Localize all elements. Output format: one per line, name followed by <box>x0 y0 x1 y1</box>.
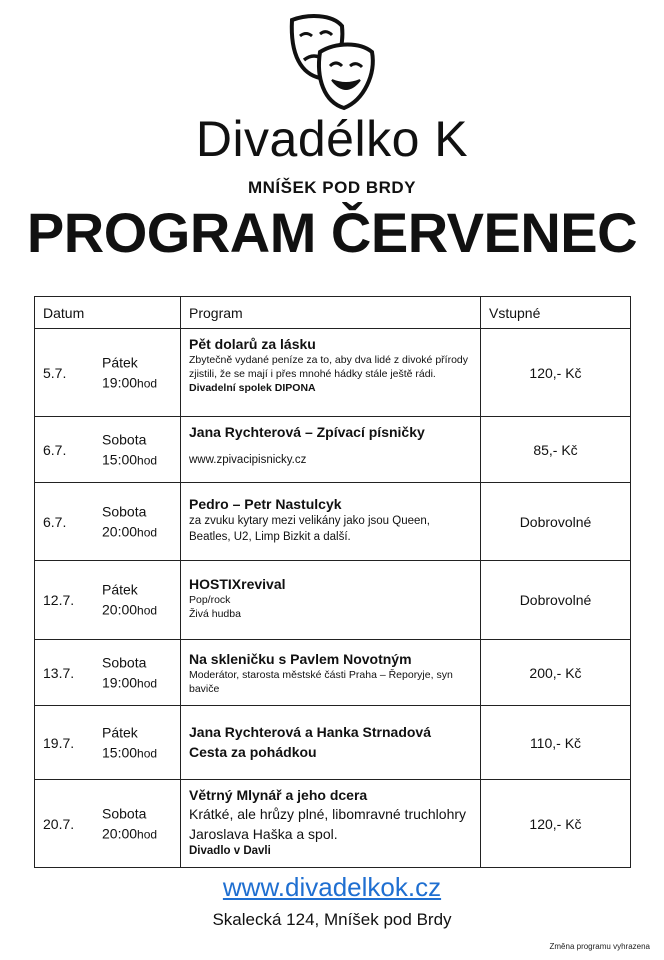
event-date: 13.7. <box>43 664 75 681</box>
event-date: 5.7. <box>43 364 67 381</box>
event-time: 20:00 <box>102 523 138 539</box>
hod-suffix: hod <box>137 603 158 618</box>
event-price: 120,- Kč <box>481 329 631 417</box>
event-date: 12.7. <box>43 592 75 608</box>
hod-suffix: hod <box>137 746 158 760</box>
date-cell <box>35 706 181 780</box>
website-link[interactable]: www.divadelkok.cz <box>222 872 442 902</box>
table-row <box>35 417 631 483</box>
event-group: Divadelní spolek DIPONA <box>189 382 316 394</box>
program-cell <box>181 640 481 706</box>
event-title: Pět dolarů za lásku <box>189 336 316 352</box>
event-genre: Pop/rock <box>189 594 231 606</box>
event-price: 200,- Kč <box>481 640 631 706</box>
event-time: 20:00 <box>102 825 138 841</box>
event-title: HOSTIXrevival <box>189 576 286 592</box>
event-price: 85,- Kč <box>481 417 631 483</box>
event-description: Živá hudba <box>189 608 241 620</box>
date-cell <box>35 483 181 561</box>
event-time: 19:00 <box>102 374 138 390</box>
event-time: 20:00 <box>102 601 138 618</box>
hod-suffix: hod <box>137 827 158 841</box>
event-subtitle: Cesta za pohádkou <box>189 744 317 760</box>
event-date: 6.7. <box>43 441 67 458</box>
table-row <box>35 329 631 417</box>
event-group: Divadlo v Davli <box>189 845 271 857</box>
date-cell <box>35 780 181 868</box>
event-day: Pátek <box>102 724 138 740</box>
program-cell <box>181 561 481 640</box>
header-vstupne: Vstupné <box>481 297 631 329</box>
date-cell <box>35 561 181 640</box>
table-row <box>35 561 631 640</box>
event-price: Dobrovolné <box>481 561 631 640</box>
event-date: 20.7. <box>43 815 75 832</box>
program-cell <box>181 706 481 780</box>
header-program: Program <box>181 297 481 329</box>
hod-suffix: hod <box>137 376 158 390</box>
event-description: Moderátor, starosta městské části Praha – Řeporyje, syn baviče <box>189 669 453 695</box>
event-day: Pátek <box>102 581 138 598</box>
event-price: 120,- Kč <box>481 780 631 868</box>
event-time: 15:00 <box>102 451 138 467</box>
brand-title: Divadélko K <box>195 111 469 167</box>
theatre-masks-icon <box>280 12 380 112</box>
date-cell <box>35 640 181 706</box>
page-title: PROGRAM ČERVENEC <box>26 201 638 264</box>
event-title: Jana Rychterová a Hanka Strnadová <box>189 724 431 740</box>
hod-suffix: hod <box>137 676 158 690</box>
event-time: 15:00 <box>102 744 138 760</box>
program-cell <box>181 483 481 561</box>
event-title: Pedro – Petr Nastulcyk <box>189 496 342 512</box>
hod-suffix: hod <box>137 453 158 467</box>
date-cell <box>35 329 181 417</box>
event-day: Pátek <box>102 354 138 370</box>
event-day: Sobota <box>102 805 147 821</box>
event-date: 6.7. <box>43 513 67 530</box>
hod-suffix: hod <box>137 525 158 539</box>
event-title: Větrný Mlynář a jeho dcera <box>189 787 368 803</box>
event-time: 19:00 <box>102 674 138 690</box>
program-cell <box>181 329 481 417</box>
event-description: za zvuku kytary mezi velikány jako jsou Queen, Beatles, U2, Limp Bizkit a další. <box>189 515 430 543</box>
address: Skalecká 124, Mníšek pod Brdy <box>212 910 452 929</box>
program-cell <box>181 780 481 868</box>
disclaimer-note: Změna programu vyhrazena <box>549 942 650 951</box>
program-cell <box>181 417 481 483</box>
table-header-row <box>35 297 631 329</box>
event-description: Zbytečně vydané peníze za to, aby dva lidé z divoké přírody zjistili, že se mají i přes mnohé hádky stále ještě rádi. <box>189 354 468 380</box>
event-date: 19.7. <box>43 734 75 751</box>
event-title: Jana Rychterová – Zpívací písničky <box>189 424 425 440</box>
date-cell <box>35 417 181 483</box>
event-title: Na skleničku s Pavlem Novotným <box>189 651 412 667</box>
table-row <box>35 483 631 561</box>
event-day: Sobota <box>102 503 147 519</box>
event-link[interactable]: www.zpivacipisnicky.cz <box>189 454 307 466</box>
event-price: Dobrovolné <box>481 483 631 561</box>
event-day: Sobota <box>102 654 147 670</box>
event-day: Sobota <box>102 431 147 447</box>
header-datum: Datum <box>35 297 181 329</box>
program-table <box>34 296 631 868</box>
table-row <box>35 640 631 706</box>
event-description: Krátké, ale hrůzy plné, libomravné truchlohry Jaroslava Haška a spol. <box>189 806 467 842</box>
table-row <box>35 780 631 868</box>
town-subtitle: MNÍŠEK POD BRDY <box>247 178 417 197</box>
event-price: 110,- Kč <box>481 706 631 780</box>
table-row <box>35 706 631 780</box>
